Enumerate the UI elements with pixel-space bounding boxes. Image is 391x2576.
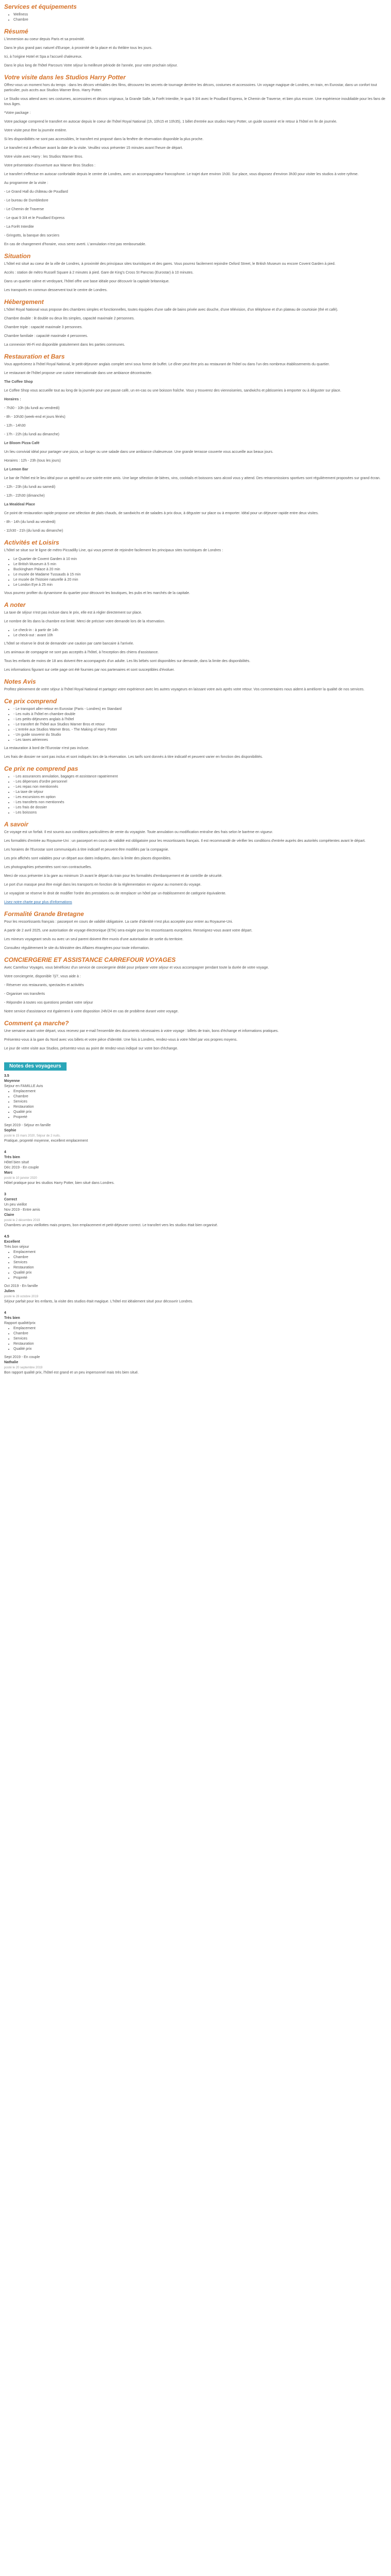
criteria-item: • Restauration xyxy=(13,1265,387,1270)
list-item: • - Les petits-déjeuners anglais à l'hôtel xyxy=(13,717,387,722)
subsection-title: Le Bloom Pizza Café xyxy=(4,442,40,445)
section-title: Notes Avis xyxy=(4,678,36,685)
paragraph: Vous pourrez profiter du dynamisme du quartier pour découvrir les boutiques, les pubs et les marchés de la capitale. xyxy=(4,591,190,595)
paragraph: Chambre double : lit double ou deux lits simples, capacité maximale 2 personnes. xyxy=(4,317,135,320)
subsection-title: The Coffee Shop xyxy=(4,380,33,384)
paragraph: Les prix affichés sont valables pour un départ aux dates indiquées, dans la limite des places disponibles. xyxy=(4,857,172,860)
paragraph: Ce point de restauration rapide propose une sélection de plats chauds, de sandwichs et de salades à prix doux, à déguster sur place ou à emporter. Idéal pour un déjeuner rapide entre deux visites. xyxy=(4,512,319,515)
hours-line: - 12h - 22h30 (dimanche) xyxy=(4,494,45,498)
list-item: • - Les assurances annulation, bagages et assistance rapatriement xyxy=(13,774,387,779)
paragraph: Les formalités d'entrée au Royaume-Uni : un passeport en cours de validité est obligatoire pour les ressortissants français. Il est recommandé de vérifier les conditions d'entrée auprès des autorités compétentes avant le départ. xyxy=(4,839,366,843)
review-label: Excellent xyxy=(4,1240,20,1244)
section-title: Restauration et Bars xyxy=(4,353,65,360)
list-item: • - Les dépenses d'ordre personnel xyxy=(13,779,387,785)
paragraph: - Le quai 9 3/4 et le Poudlard Express xyxy=(4,216,65,220)
hours-line: - 11h30 - 21h (du lundi au dimanche) xyxy=(4,529,63,533)
list-item: • Buckingham Palace à 20 min xyxy=(13,567,387,572)
review-card xyxy=(4,1234,387,1304)
criteria-item: • Emplacement xyxy=(13,1089,387,1094)
bullet-list xyxy=(9,12,387,23)
paragraph: Les photographies présentées sont non contractuelles. xyxy=(4,866,92,869)
paragraph: Les horaires de l'Eurostar sont communiqués à titre indicatif et peuvent être modifiés par la compagnie. xyxy=(4,848,169,852)
review-card xyxy=(4,1311,387,1376)
review-title: Sejour en FAMILLE Avis xyxy=(4,1084,43,1088)
review-date: posté le 10 janvier 2020 xyxy=(4,1177,37,1180)
criteria-item: • Restauration xyxy=(13,1342,387,1347)
criteria-item: • Services xyxy=(13,1099,387,1105)
list-item: • Le Quartier de Covent Garden à 10 min xyxy=(13,557,387,562)
list-item: • - La taxe de séjour xyxy=(13,790,387,795)
review-author: Marc xyxy=(4,1171,13,1175)
paragraph: L'immersion au coeur depuis Paris et sa proximité. xyxy=(4,38,85,41)
paragraph: Le Studio vous attend avec ses costumes, accessoires et décors originaux, la Grande Salle, la Forêt Interdite, le quai 9 3/4 avec le Poudlard Express, le Chemin de Traverse, et bien plus encore. Une expérience inoubliable pour les fans de tous âges. xyxy=(4,97,385,106)
section-title: Hébergement xyxy=(4,298,44,306)
list-item: • - Les nuits à l'hôtel en chambre double xyxy=(13,712,387,717)
list-item: • - Un guide souvenir du Studio xyxy=(13,733,387,738)
list-item: • Chambre xyxy=(13,18,387,23)
paragraph: Le restaurant de l'hôtel propose une cuisine internationale dans une ambiance décontractée. xyxy=(4,371,152,375)
paragraph: - Répondre à toutes vos questions pendant votre séjour xyxy=(4,1001,93,1005)
section-title: Services et équipements xyxy=(4,3,77,10)
section-title: Résumé xyxy=(4,28,28,35)
review-card xyxy=(4,1192,387,1228)
criteria-item: • Emplacement xyxy=(13,1250,387,1255)
paragraph: L'hôtel Royal National vous propose des chambres simples et fonctionnelles, toutes équipées d'une salle de bains privée avec douche, d'une télévision, d'un téléphone et d'un plateau de courtoisie (thé et café). xyxy=(4,308,338,312)
paragraph: La connexion Wi-Fi est disponible gratuitement dans les parties communes. xyxy=(4,343,125,347)
bullet-list xyxy=(9,557,387,588)
paragraph: Si les disponibilités ne sont pas accessibles, le transfert est proposé dans la fenêtre de réservation disponible la plus proche. xyxy=(4,138,204,141)
criteria-item: • Emplacement xyxy=(13,1326,387,1331)
section-title: A savoir xyxy=(4,821,28,828)
review-criteria xyxy=(9,1326,387,1352)
paragraph: L'hôtel est situé au coeur de la ville de Londres, à proximité des principaux sites touristiques et des gares. Vous pourrez facilement rejoindre Oxford Street, le British Museum ou encore Covent Garden à pied. xyxy=(4,262,336,266)
review-date: posté le 28 octobre 2019 xyxy=(4,1295,39,1298)
criteria-item: • Chambre xyxy=(13,1255,387,1260)
section-title: A noter xyxy=(4,601,26,608)
paragraph: - Le bureau de Dumbledore xyxy=(4,199,48,202)
review-title: Rapport qualité/prix xyxy=(4,1321,36,1325)
section-title: Ce prix comprend xyxy=(4,698,57,705)
review-label: Très bien xyxy=(4,1316,20,1320)
list-item: • Le check-in : à partir de 14h xyxy=(13,628,387,633)
paragraph: *Votre package : xyxy=(4,111,31,115)
criteria-item: • Services xyxy=(13,1336,387,1342)
section-title: Ce prix ne comprend pas xyxy=(4,765,78,772)
review-title: Un peu vieillot xyxy=(4,1203,27,1207)
paragraph: Le bar de l'hôtel est le lieu idéal pour un apéritif ou une soirée entre amis. Une large sélection de bières, vins, cocktails et boissons sans alcool vous y attend. Des retransmissions sportives sont régulièrement proposées sur grand écran. xyxy=(4,477,381,480)
review-author: Sophie xyxy=(4,1129,17,1132)
paragraph: - Le Chemin de Traverse xyxy=(4,208,44,211)
review-score: 3.5 xyxy=(4,1074,9,1078)
paragraph: Offrez-vous un moment hors du temps : dans les décors véritables des films, découvrez les secrets de tournage derrière les décors, costumes et accessoires. Un voyage magique de Londres, en train, en Eurostar, dans un confort tout particulier, puis accès aux Studios Warner Bros. Harry Potter. xyxy=(4,83,377,92)
paragraph: - La Forêt Interdite xyxy=(4,225,34,229)
review-label: Correct xyxy=(4,1198,17,1201)
section-title: Activités et Loisirs xyxy=(4,539,59,546)
section-title: Comment ça marche? xyxy=(4,1020,69,1027)
review-trip: Sept 2019 - En couple xyxy=(4,1355,40,1359)
review-trip: Oct 2019 - En famille xyxy=(4,1284,38,1288)
paragraph: A partir de 2 avril 2025, une autorisation de voyage électronique (ETA) sera exigée pour les ressortissants européens. Renseignez-vous avant votre départ. xyxy=(4,929,253,933)
paragraph: Votre conciergerie, disponible 7j/7, vous aide à : xyxy=(4,975,81,978)
paragraph: Le voyagiste se réserve le droit de modifier l'ordre des prestations ou de remplacer un hôtel par un établissement de catégorie équivalente. xyxy=(4,892,226,895)
criteria-item: • Propreté xyxy=(13,1276,387,1281)
paragraph: - Réserver vos restaurants, spectacles et activités xyxy=(4,984,84,987)
review-date: posté le 20 septembre 2019 xyxy=(4,1366,43,1369)
criteria-item: • Qualité prix xyxy=(13,1270,387,1276)
hours-line: - 8h - 14h (du lundi au vendredi) xyxy=(4,520,56,524)
paragraph: Le jour de votre visite aux Studios, présentez-vous au point de rendez-vous indiqué sur votre bon d'échange. xyxy=(4,1047,178,1050)
review-score: 4 xyxy=(4,1311,6,1315)
review-criteria xyxy=(9,1250,387,1281)
paragraph: Les transports en commun desservent tout le centre de Londres. xyxy=(4,289,108,292)
review-author: Nathalie xyxy=(4,1361,19,1364)
list-item: • - Les repas non mentionnés xyxy=(13,785,387,790)
paragraph: Chambre familiale : capacité maximale 4 personnes. xyxy=(4,334,88,338)
review-card xyxy=(4,1074,387,1144)
review-trip: Déc 2019 - En couple xyxy=(4,1166,39,1170)
paragraph: Ici, à l'origine Hotel et Spa a l'accueil chaleureux. xyxy=(4,55,83,59)
hours-line: - 8h - 10h30 (week-end et jours fériés) xyxy=(4,415,66,419)
hours-line: - 7h30 - 10h (du lundi au vendredi) xyxy=(4,406,60,410)
paragraph: Les mineurs voyageant seuls ou avec un seul parent doivent être munis d'une autorisation de sortie du territoire. xyxy=(4,938,184,941)
paragraph: Ce voyage est un forfait. Il est soumis aux conditions particulières de vente du voyagiste. Toute annulation ou modification entraîne des frais selon le barème en vigueur. xyxy=(4,831,273,834)
review-label: Moyenne xyxy=(4,1079,20,1083)
paragraph: Dans le plus long de l'hôtel Parcours Votre séjour la meilleure période de l'année, pour votre prochain séjour. xyxy=(4,64,178,67)
list-item: • - Les excursions en option xyxy=(13,795,387,800)
paragraph: Les frais de dossier ne sont pas inclus et sont indiqués lors de la réservation. Les tarifs sont donnés à titre indicatif et peuvent varier en fonction des disponibilités. xyxy=(4,755,263,759)
review-label: Très bien xyxy=(4,1156,20,1159)
list-item: • Le musée de Madame Tussauds à 15 min xyxy=(13,572,387,578)
paragraph: Tous les enfants de moins de 18 ans doivent être accompagnés d'un adulte. Les lits bébés sont disponibles sur demande, dans la limite des disponibilités. xyxy=(4,659,251,663)
paragraph: Merci de vous présenter à la gare au minimum 1h avant le départ du train pour les formalités d'embarquement et de contrôle de sécurité. xyxy=(4,874,223,878)
paragraph: Notre service d'assistance est également à votre disposition 24h/24 en cas de problème durant votre voyage. xyxy=(4,1010,179,1013)
review-author: Claire xyxy=(4,1213,14,1217)
paragraph: Dans un quartier calme et verdoyant, l'hôtel offre une base idéale pour découvrir la capitale britannique. xyxy=(4,280,170,283)
criteria-item: • Propreté xyxy=(13,1115,387,1120)
criteria-item: • Qualité prix xyxy=(13,1347,387,1352)
paragraph: Profitez pleinement de votre séjour à l'hôtel Royal National et partagez votre expérience avec les autres voyageurs en laissant votre avis après votre retour. Vos commentaires nous aident à améliorer la qualité de nos services. xyxy=(4,688,365,691)
review-trip: Sept 2019 - Séjour en famille xyxy=(4,1124,51,1127)
paragraph: En cas de changement d'horaire, vous serez averti. L'annulation n'est pas remboursable. xyxy=(4,243,146,246)
hours-line: - 12h - 23h (du lundi au samedi) xyxy=(4,485,56,489)
list-item: • - L'entrée aux Studios Warner Bros. - The Making of Harry Potter xyxy=(13,727,387,733)
paragraph: La taxe de séjour n'est pas incluse dans le prix, elle est à régler directement sur place. xyxy=(4,611,142,615)
paragraph: L'hôtel se situe sur le ligne de métro Piccadilly Line, qui vous permet de rejoindre facilement les principaux sites touristiques de Londres : xyxy=(4,549,223,552)
review-text: Séjour parfait pour les enfants, la visite des studios était magique. L'hôtel est idéalement situé pour découvrir Londres. xyxy=(4,1300,193,1303)
list-item: • Le check-out : avant 10h xyxy=(13,633,387,638)
review-author: Julien xyxy=(4,1290,15,1293)
paragraph: La restauration à bord de l'Eurostar n'est pas incluse. xyxy=(4,747,89,750)
reviews-heading: Notes des voyageurs xyxy=(4,1062,67,1071)
criteria-item: • Restauration xyxy=(13,1105,387,1110)
paragraph: Votre présentation d'ouverture aux Warner Bros Studios : xyxy=(4,164,95,167)
paragraph: Avec Carrefour Voyages, vous bénéficiez d'un service de conciergerie dédié pour préparer votre séjour et vous accompagner pendant toute la durée de votre voyage. xyxy=(4,966,269,970)
list-item: • - Les transferts non mentionnés xyxy=(13,800,387,805)
criteria-item: • Qualité prix xyxy=(13,1110,387,1115)
paragraph: Consultez régulièrement le site du Ministère des Affaires étrangères pour toute information. xyxy=(4,946,150,950)
review-title: Hôtel bien situé xyxy=(4,1161,29,1164)
review-text: Pratique, propreté moyenne, excellent emplacement xyxy=(4,1139,88,1143)
criteria-item: • Chambre xyxy=(13,1331,387,1336)
paragraph: Votre visite avec Harry : les Studios Warner Bros. xyxy=(4,155,84,159)
subsection-title: Le Lemon Bar xyxy=(4,468,28,471)
list-item: • Le British Museum à 5 min xyxy=(13,562,387,567)
review-date: posté le 2 décembre 2019 xyxy=(4,1219,40,1222)
hours-line: - 17h - 22h (du lundi au dimanche) xyxy=(4,433,60,436)
hours-line: - 12h - 14h30 xyxy=(4,424,26,428)
hours-line: Horaires : 12h - 23h (tous les jours) xyxy=(4,459,61,463)
bullet-list xyxy=(9,774,387,816)
paragraph: - Gringotts, la banque des sorciers xyxy=(4,234,59,238)
info-link[interactable]: Lisez notre charte pour plus d'informations xyxy=(4,901,72,904)
subsection-title: La Mealdeal Place xyxy=(4,503,35,506)
list-item: • Wellness xyxy=(13,12,387,18)
subsection-title: Horaires : xyxy=(4,398,21,401)
review-date: posté le 15 mars 2020, Séjour de 2 nuits. xyxy=(4,1134,61,1138)
paragraph: Les animaux de compagnie ne sont pas acceptés à l'hôtel, à l'exception des chiens d'assistance. xyxy=(4,651,159,654)
list-item: • - Le transport aller-retour en Eurostar (Paris - Londres) en Standard xyxy=(13,707,387,712)
review-card xyxy=(4,1150,387,1186)
paragraph: Le transfert s'effectue en autocar confortable depuis le centre de Londres, avec un accompagnateur francophone. Le trajet dure environ 1h30. Sur place, vous disposez d'environ 3h30 pour visiter les studios à votre rythme. xyxy=(4,173,359,176)
paragraph: Pour les ressortissants français : passeport en cours de validité obligatoire. La carte d'identité n'est plus acceptée pour entrer au Royaume-Uni. xyxy=(4,920,233,924)
criteria-item: • Chambre xyxy=(13,1094,387,1099)
paragraph: Une semaine avant votre départ, vous recevez par e-mail l'ensemble des documents nécessaires à votre voyage : billets de train, bons d'échange et informations pratiques. xyxy=(4,1029,279,1033)
paragraph: Votre package comprend le transfert en autocar depuis le coeur de l'hôtel Royal National (1h, 10h15 et 10h35), 1 billet d'entrée aux studios Harry Potter, un guide souvenir et le retour à l'hôtel en fin de journée. xyxy=(4,120,337,124)
list-item: • - Le transfert de l'hôtel aux Studios Warner Bros et retour xyxy=(13,722,387,727)
paragraph: Présentez-vous à la gare du Nord avec vos billets et votre pièce d'identité. Une fois à Londres, rendez-vous à votre hôtel par vos propres moyens. xyxy=(4,1038,238,1042)
review-text: Hôtel pratique pour les studios Harry Potter, bien situé dans Londres. xyxy=(4,1181,115,1185)
paragraph: Dans le plus grand parc naturel d'Europe, à proximité de la place et du théâtre tous les jours. xyxy=(4,46,153,50)
section-title: Votre visite dans les Studios Harry Potter xyxy=(4,74,126,81)
bullet-list xyxy=(9,707,387,743)
section-title: CONCIERGERIE ET ASSISTANCE CARREFOUR VOYAGES xyxy=(4,956,176,963)
paragraph: Votre visite peut être la journée entière. xyxy=(4,129,67,132)
list-item: • Le London Eye à 25 min xyxy=(13,583,387,588)
list-item: • - Les taxes aériennes xyxy=(13,738,387,743)
paragraph: Accès : station de métro Russell Square à 2 minutes à pied. Gare de King's Cross St Pancras (Eurostar) à 10 minutes. xyxy=(4,271,194,275)
paragraph: Un lieu convivial idéal pour partager une pizza, un burger ou une salade dans une ambiance chaleureuse. Une grande terrasse couverte vous accueille aux beaux jours. xyxy=(4,450,273,454)
review-score: 4 xyxy=(4,1150,6,1154)
paragraph: Vous apprécierez à l'hôtel Royal National, le petit-déjeuner anglais complet servi sous forme de buffet. Le dîner peut être pris au restaurant de l'hôtel ou dans l'un des nombreux établissements du quartier. xyxy=(4,363,330,366)
review-trip: Nov 2019 - Entre amis xyxy=(4,1208,40,1212)
review-title: Très bon séjour xyxy=(4,1245,29,1249)
list-item: • - Les boissons xyxy=(13,810,387,816)
review-text: Chambres un peu vieillottes mais propres, bon emplacement et petit-déjeuner correct. Le transfert vers les studios était bien organisé. xyxy=(4,1224,218,1227)
paragraph: Le Coffee Shop vous accueille tout au long de la journée pour une pause café, un en-cas ou une boisson fraîche. Vous y trouverez des viennoiseries, sandwichs et pâtisseries à emporter ou à déguster sur place. xyxy=(4,389,341,393)
criteria-item: • Services xyxy=(13,1260,387,1265)
paragraph: Le transfert est à effectuer avant la date de la visite. Veuillez vous présenter 15 minutes avant l'heure de départ. xyxy=(4,146,183,150)
review-score: 4.5 xyxy=(4,1235,9,1239)
list-item: • - Les frais de dossier xyxy=(13,805,387,810)
paragraph: - Le Grand Hall du château de Poudlard xyxy=(4,190,68,194)
paragraph: Le port d'un masque peut être exigé dans les transports en fonction de la réglementation en vigueur au moment du voyage. xyxy=(4,883,202,887)
section-title: Situation xyxy=(4,252,31,260)
bullet-list xyxy=(9,628,387,638)
review-text: Bon rapport qualité prix, l'hôtel est grand et un peu impersonnel mais très bien situé. xyxy=(4,1371,139,1375)
paragraph: Au programme de la visite : xyxy=(4,181,48,185)
paragraph: Le nombre de lits dans la chambre est limité. Merci de préciser votre demande lors de la réservation. xyxy=(4,620,166,623)
paragraph: Les informations figurant sur cette page ont été fournies par nos partenaires et sont susceptibles d'évoluer. xyxy=(4,668,175,672)
review-score: 3 xyxy=(4,1193,6,1196)
paragraph: Chambre triple : capacité maximale 3 personnes. xyxy=(4,326,83,329)
paragraph: - Organiser vos transferts xyxy=(4,992,45,996)
paragraph: L'hôtel se réserve le droit de demander une caution par carte bancaire à l'arrivée. xyxy=(4,642,134,646)
section-title: Formalité Grande Bretagne xyxy=(4,910,84,918)
list-item: • Le musée de l'histoire naturelle à 20 min xyxy=(13,578,387,583)
review-criteria xyxy=(9,1089,387,1120)
